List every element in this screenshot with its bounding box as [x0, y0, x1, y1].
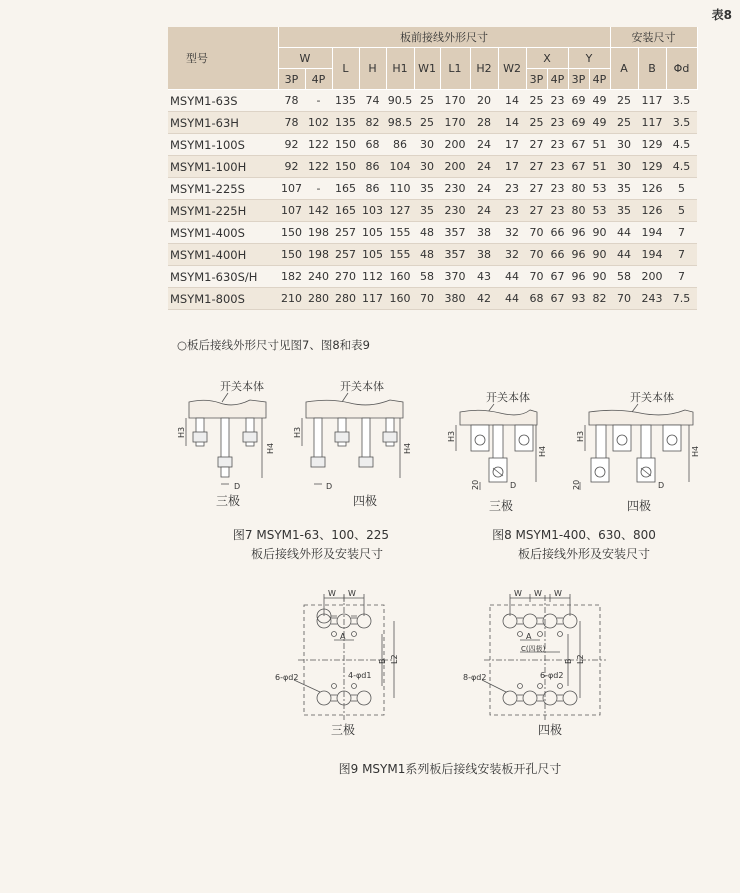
header-model: 型号	[168, 27, 278, 90]
fig9-three-pole-panel	[275, 589, 399, 737]
value-cell: 38	[470, 222, 498, 244]
value-cell: 117	[359, 288, 386, 310]
value-cell: 7	[666, 266, 697, 288]
value-cell: 4.5	[666, 156, 697, 178]
value-cell: 7	[666, 244, 697, 266]
value-cell: 107	[278, 178, 305, 200]
value-cell: 86	[359, 178, 386, 200]
value-cell: 24	[470, 200, 498, 222]
fig8-d-4p: D	[658, 481, 665, 490]
value-cell: 98.5	[386, 112, 414, 134]
value-cell: 90	[589, 266, 610, 288]
model-cell: MSYM1-100S	[168, 134, 278, 156]
fig8-three-pole-drawing	[447, 390, 547, 513]
value-cell: 67	[547, 288, 568, 310]
value-cell: 23	[547, 178, 568, 200]
value-cell: 20	[470, 90, 498, 112]
value-cell: 48	[414, 244, 440, 266]
fig8-h3-3p: H3	[447, 430, 456, 442]
value-cell: 103	[359, 200, 386, 222]
value-cell: 3.5	[666, 90, 697, 112]
fig9-four-pole-panel	[463, 589, 606, 737]
value-cell: 67	[568, 134, 589, 156]
fig7-four-pole-label: 四极	[353, 494, 378, 508]
fig9-d1-3p: 4-φd1	[348, 671, 372, 680]
value-cell: 23	[547, 156, 568, 178]
value-cell: 110	[386, 178, 414, 200]
header-col-w2: W2	[498, 48, 526, 90]
value-cell: 23	[547, 200, 568, 222]
value-cell: 200	[440, 156, 470, 178]
fig9-l2-4p: L2	[576, 654, 585, 664]
value-cell: 280	[332, 288, 359, 310]
header-col-h2: H2	[470, 48, 498, 90]
header-col-l1: L1	[440, 48, 470, 90]
value-cell: 58	[414, 266, 440, 288]
table-label: 表8	[711, 8, 732, 22]
value-cell: 69	[568, 90, 589, 112]
value-cell: 4.5	[666, 134, 697, 156]
value-cell: 160	[386, 288, 414, 310]
value-cell: 53	[589, 200, 610, 222]
value-cell: 25	[610, 90, 638, 112]
value-cell: 38	[470, 244, 498, 266]
value-cell: 32	[498, 222, 526, 244]
value-cell: 86	[386, 134, 414, 156]
value-cell: 30	[610, 134, 638, 156]
value-cell: 170	[440, 112, 470, 134]
value-cell: 48	[414, 222, 440, 244]
value-cell: 27	[526, 178, 547, 200]
fig9-w-3p-b: W	[348, 589, 356, 598]
value-cell: 107	[278, 200, 305, 222]
value-cell: 270	[332, 266, 359, 288]
fig9-b-4p: B	[564, 658, 573, 664]
value-cell: 78	[278, 112, 305, 134]
value-cell: 35	[414, 200, 440, 222]
value-cell: 93	[568, 288, 589, 310]
value-cell: 35	[610, 200, 638, 222]
value-cell: 68	[526, 288, 547, 310]
fig8-three-pole-label: 三极	[489, 499, 514, 513]
header-install-group: 安装尺寸	[610, 27, 697, 48]
fig9-caption: 图9 MSYM1系列板后接线安装板开孔尺寸	[338, 762, 562, 776]
value-cell: 5	[666, 200, 697, 222]
value-cell: 194	[638, 244, 666, 266]
fig9-three-pole-label: 三极	[331, 723, 356, 737]
value-cell: 135	[332, 112, 359, 134]
value-cell: 67	[568, 156, 589, 178]
model-cell: MSYM1-800S	[168, 288, 278, 310]
value-cell: 27	[526, 200, 547, 222]
value-cell: 126	[638, 200, 666, 222]
value-cell: 14	[498, 112, 526, 134]
rear-wiring-note: ○板后接线外形尺寸见图7、图8和表9	[177, 338, 370, 352]
value-cell: 122	[305, 156, 332, 178]
header-col-h: H	[359, 48, 386, 90]
value-cell: 90	[589, 244, 610, 266]
value-cell: 23	[498, 178, 526, 200]
value-cell: 17	[498, 134, 526, 156]
value-cell: 24	[470, 156, 498, 178]
fig7-body-label-4p: 开关本体	[340, 380, 384, 393]
value-cell: 3.5	[666, 112, 697, 134]
value-cell: 70	[414, 288, 440, 310]
value-cell: 44	[498, 266, 526, 288]
value-cell: 66	[547, 244, 568, 266]
header-y-3p: 3P	[568, 69, 589, 90]
fig9-a-4p: A	[526, 632, 532, 641]
value-cell: 7.5	[666, 288, 697, 310]
value-cell: 104	[386, 156, 414, 178]
value-cell: 44	[610, 222, 638, 244]
header-col-w1: W1	[414, 48, 440, 90]
value-cell: 23	[547, 90, 568, 112]
fig9-w-4p-c: W	[554, 589, 562, 598]
value-cell: 165	[332, 200, 359, 222]
fig8-h4-4p: H4	[691, 445, 700, 457]
value-cell: 105	[359, 222, 386, 244]
fig9-d1-4p: 6-φd2	[540, 671, 564, 680]
fig9-d2-4p: 8-φd2	[463, 673, 487, 682]
value-cell: 80	[568, 200, 589, 222]
value-cell: 112	[359, 266, 386, 288]
value-cell: 14	[498, 90, 526, 112]
value-cell: 23	[498, 200, 526, 222]
value-cell: 92	[278, 156, 305, 178]
value-cell: 240	[305, 266, 332, 288]
fig8-caption-line2: 板后接线外形及安装尺寸	[517, 547, 650, 561]
value-cell: 51	[589, 156, 610, 178]
value-cell: 182	[278, 266, 305, 288]
value-cell: 198	[305, 244, 332, 266]
value-cell: 129	[638, 156, 666, 178]
value-cell: 90	[589, 222, 610, 244]
fig9-four-pole-label: 四极	[538, 723, 563, 737]
value-cell: 117	[638, 90, 666, 112]
value-cell: 27	[526, 134, 547, 156]
value-cell: 135	[332, 90, 359, 112]
value-cell: 7	[666, 222, 697, 244]
value-cell: 126	[638, 178, 666, 200]
header-w-3p: 3P	[278, 69, 305, 90]
fig7-body-label-3p: 开关本体	[220, 380, 264, 393]
value-cell: 170	[440, 90, 470, 112]
value-cell: 210	[278, 288, 305, 310]
value-cell: 68	[359, 134, 386, 156]
header-col-x: X	[526, 48, 568, 69]
value-cell: 129	[638, 134, 666, 156]
value-cell: 67	[547, 266, 568, 288]
header-front-group: 板前接线外形尺寸	[278, 27, 610, 48]
value-cell: 5	[666, 178, 697, 200]
header-col-b: B	[638, 48, 666, 90]
fig8-h3-4p: H3	[576, 430, 585, 442]
value-cell: 53	[589, 178, 610, 200]
value-cell: 32	[498, 244, 526, 266]
fig8-h4-3p: H4	[538, 445, 547, 457]
model-cell: MSYM1-63H	[168, 112, 278, 134]
value-cell: 194	[638, 222, 666, 244]
fig9-w-4p-a: W	[514, 589, 522, 598]
value-cell: 25	[414, 112, 440, 134]
value-cell: 80	[568, 178, 589, 200]
value-cell: 380	[440, 288, 470, 310]
fig9-c-4p: C(四极)	[521, 645, 546, 653]
value-cell: 200	[440, 134, 470, 156]
value-cell: 82	[589, 288, 610, 310]
value-cell: 155	[386, 222, 414, 244]
value-cell: 122	[305, 134, 332, 156]
fig9-b-3p: B	[378, 658, 387, 664]
value-cell: 69	[568, 112, 589, 134]
fig7-h4-4p: H4	[403, 442, 412, 454]
value-cell: 66	[547, 222, 568, 244]
fig7-four-pole-drawing	[293, 379, 412, 508]
value-cell: 243	[638, 288, 666, 310]
fig7-d-3p: D	[234, 482, 241, 491]
value-cell: -	[305, 178, 332, 200]
value-cell: 102	[305, 112, 332, 134]
value-cell: 74	[359, 90, 386, 112]
value-cell: -	[305, 90, 332, 112]
value-cell: 370	[440, 266, 470, 288]
value-cell: 51	[589, 134, 610, 156]
value-cell: 150	[278, 222, 305, 244]
value-cell: 90.5	[386, 90, 414, 112]
fig8-body-label-4p: 开关本体	[630, 391, 674, 404]
value-cell: 25	[610, 112, 638, 134]
model-cell: MSYM1-100H	[168, 156, 278, 178]
value-cell: 200	[638, 266, 666, 288]
fig9-a-3p: A	[340, 632, 346, 641]
value-cell: 24	[470, 178, 498, 200]
value-cell: 23	[547, 112, 568, 134]
value-cell: 96	[568, 266, 589, 288]
fig9-w-3p-a: W	[328, 589, 336, 598]
value-cell: 82	[359, 112, 386, 134]
value-cell: 150	[278, 244, 305, 266]
value-cell: 28	[470, 112, 498, 134]
fig8-20-4p: 20	[572, 479, 581, 490]
value-cell: 78	[278, 90, 305, 112]
header-col-l: L	[332, 48, 359, 90]
value-cell: 96	[568, 222, 589, 244]
value-cell: 70	[526, 222, 547, 244]
header-col-y: Y	[568, 48, 610, 69]
value-cell: 44	[498, 288, 526, 310]
value-cell: 160	[386, 266, 414, 288]
header-w-4p: 4P	[305, 69, 332, 90]
header-x-3p: 3P	[526, 69, 547, 90]
value-cell: 49	[589, 112, 610, 134]
fig9-w-4p-b: W	[534, 589, 542, 598]
header-col-h1: H1	[386, 48, 414, 90]
value-cell: 30	[610, 156, 638, 178]
fig9-l2-3p: L2	[390, 654, 399, 664]
value-cell: 105	[359, 244, 386, 266]
value-cell: 25	[526, 112, 547, 134]
value-cell: 43	[470, 266, 498, 288]
model-cell: MSYM1-400H	[168, 244, 278, 266]
model-cell: MSYM1-63S	[168, 90, 278, 112]
fig8-d-3p: D	[510, 481, 517, 490]
fig7-caption-line2: 板后接线外形及安装尺寸	[250, 547, 383, 561]
value-cell: 49	[589, 90, 610, 112]
value-cell: 92	[278, 134, 305, 156]
header-y-4p: 4P	[589, 69, 610, 90]
fig8-four-pole-drawing	[572, 390, 700, 513]
fig7-h3-3p: H3	[177, 426, 186, 438]
value-cell: 117	[638, 112, 666, 134]
header-col-w: W	[278, 48, 332, 69]
fig9-d2-3p: 6-φd2	[275, 673, 299, 682]
value-cell: 155	[386, 244, 414, 266]
fig8-body-label-3p: 开关本体	[486, 391, 530, 404]
value-cell: 30	[414, 134, 440, 156]
model-cell: MSYM1-400S	[168, 222, 278, 244]
value-cell: 42	[470, 288, 498, 310]
value-cell: 96	[568, 244, 589, 266]
value-cell: 150	[332, 134, 359, 156]
fig8-four-pole-label: 四极	[627, 499, 652, 513]
value-cell: 30	[414, 156, 440, 178]
value-cell: 23	[547, 134, 568, 156]
value-cell: 257	[332, 244, 359, 266]
fig7-h4-3p: H4	[266, 442, 275, 454]
value-cell: 70	[526, 266, 547, 288]
fig7-three-pole-label: 三极	[216, 494, 241, 508]
header-x-4p: 4P	[547, 69, 568, 90]
fig7-caption-line1: 图7 MSYM1-63、100、225	[232, 528, 390, 542]
value-cell: 198	[305, 222, 332, 244]
fig7-h3-4p: H3	[293, 426, 302, 438]
fig7-three-pole-drawing	[177, 379, 275, 508]
value-cell: 24	[470, 134, 498, 156]
value-cell: 25	[414, 90, 440, 112]
value-cell: 86	[359, 156, 386, 178]
value-cell: 35	[610, 178, 638, 200]
value-cell: 70	[526, 244, 547, 266]
model-cell: MSYM1-225S	[168, 178, 278, 200]
value-cell: 70	[610, 288, 638, 310]
value-cell: 17	[498, 156, 526, 178]
value-cell: 142	[305, 200, 332, 222]
value-cell: 230	[440, 178, 470, 200]
value-cell: 150	[332, 156, 359, 178]
fig8-20-3p: 20	[471, 479, 480, 490]
value-cell: 44	[610, 244, 638, 266]
value-cell: 230	[440, 200, 470, 222]
model-cell: MSYM1-225H	[168, 200, 278, 222]
value-cell: 58	[610, 266, 638, 288]
value-cell: 257	[332, 222, 359, 244]
fig7-d-4p: D	[326, 482, 333, 491]
value-cell: 27	[526, 156, 547, 178]
value-cell: 25	[526, 90, 547, 112]
header-col-a: A	[610, 48, 638, 90]
value-cell: 127	[386, 200, 414, 222]
value-cell: 35	[414, 178, 440, 200]
value-cell: 357	[440, 244, 470, 266]
header-col-phid: Φd	[666, 48, 697, 90]
value-cell: 357	[440, 222, 470, 244]
value-cell: 165	[332, 178, 359, 200]
fig8-caption-line1: 图8 MSYM1-400、630、800	[492, 528, 656, 542]
value-cell: 280	[305, 288, 332, 310]
model-cell: MSYM1-630S/H	[168, 266, 278, 288]
